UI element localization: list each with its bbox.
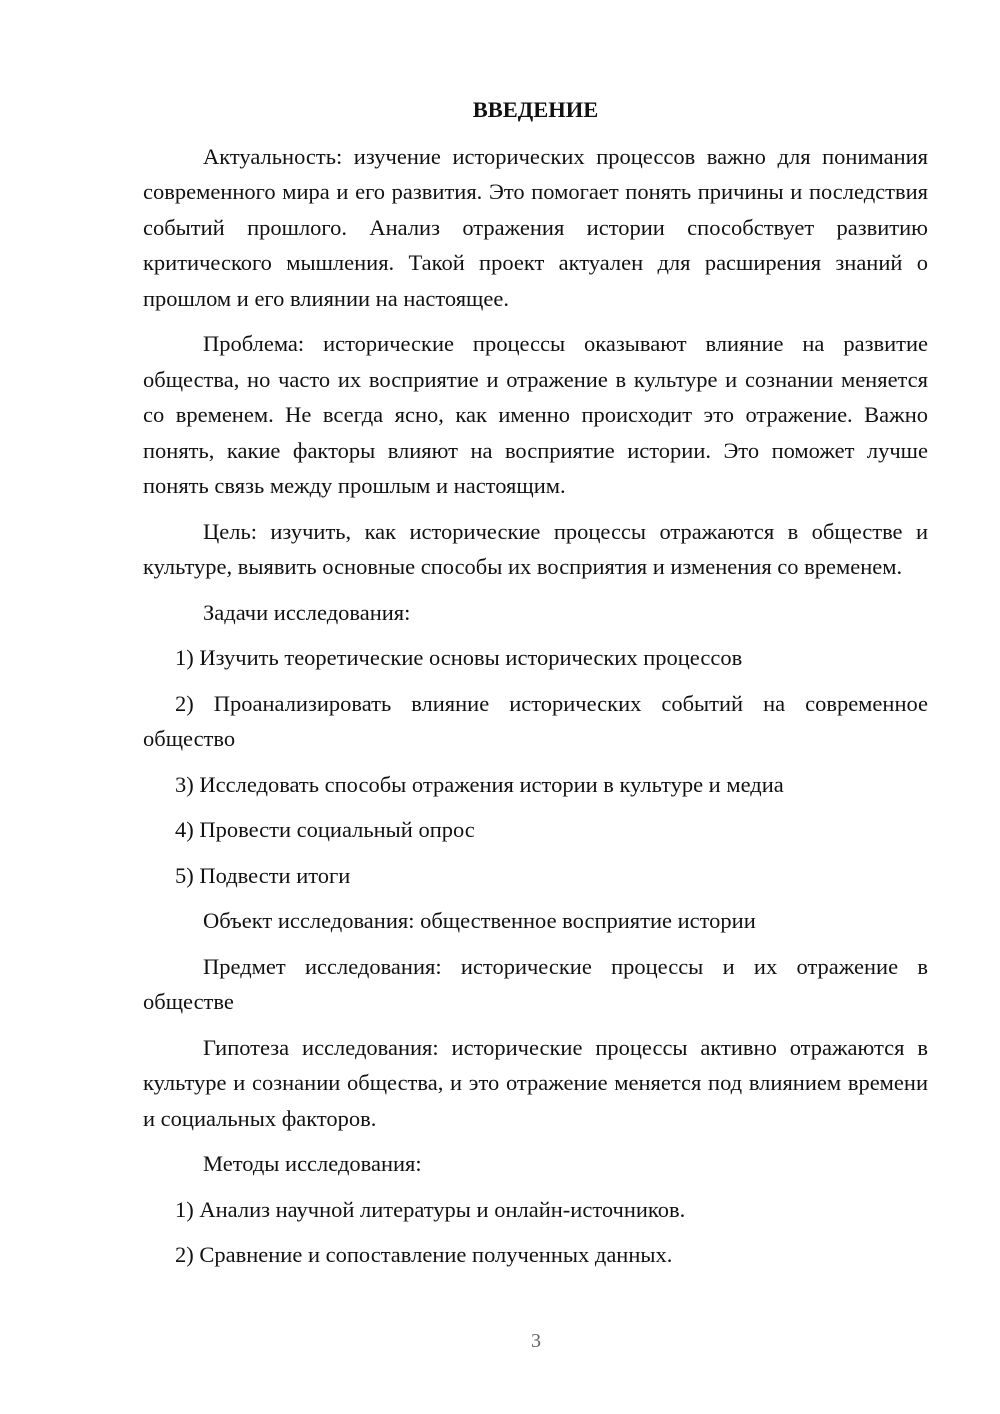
task-item-4: 4) Провести социальный опрос — [175, 817, 475, 842]
document-page — [143, 92, 928, 1283]
object-line: Объект исследования: общественное восприятие истории — [203, 908, 756, 933]
methods-heading: Методы исследования: — [203, 1151, 422, 1176]
relevance-paragraph: Актуальность: изучение исторических процессов важно для понимания современного мира и его развития. Это помогает понять причины и последствия событий прошлого. Анализ отражения истории способствует развитию критического мышления. Такой проект актуален для расширения знаний о прошлом и его влиянии на настоящее. — [143, 143, 928, 311]
tasks-heading: Задачи исследования: — [203, 599, 411, 625]
task-item-2: 2) Проанализировать влияние исторических событий на современное общество — [143, 690, 928, 751]
section-title: ВВЕДЕНИЕ — [472, 97, 599, 122]
hypothesis-paragraph: Гипотеза исследования: исторические процессы активно отражаются в культуре и сознании общества, и это отражение меняется под влиянием времени и социальных факторов. — [143, 1034, 928, 1131]
method-item-1: 1) Анализ научной литературы и онлайн-источников. — [175, 1196, 686, 1222]
task-item-5: 5) Подвести итоги — [175, 862, 351, 888]
goal-paragraph: Цель: изучить, как исторические процессы отражаются в обществе и культуре, выявить основные способы их восприятия и изменения со временем. — [143, 518, 928, 579]
problem-paragraph: Проблема: исторические процессы оказывают влияние на развитие общества, но часто их восприятие и отражение в культуре и сознании меняется со временем. Не всегда ясно, как именно происходит это отражение. Важно понять, какие факторы влияют на восприятие истории. Это поможет лучше понять связь между прошлым и настоящим. — [143, 331, 928, 498]
subject-paragraph: Предмет исследования: исторические процессы и их отражение в обществе — [143, 953, 928, 1014]
method-item-2: 2) Сравнение и сопоставление полученных данных. — [175, 1242, 673, 1267]
page-number: 3 — [531, 1330, 541, 1352]
task-item-1: 1) Изучить теоретические основы исторических процессов — [175, 645, 743, 670]
task-item-3: 3) Исследовать способы отражения истории в культуре и медиа — [175, 771, 784, 797]
